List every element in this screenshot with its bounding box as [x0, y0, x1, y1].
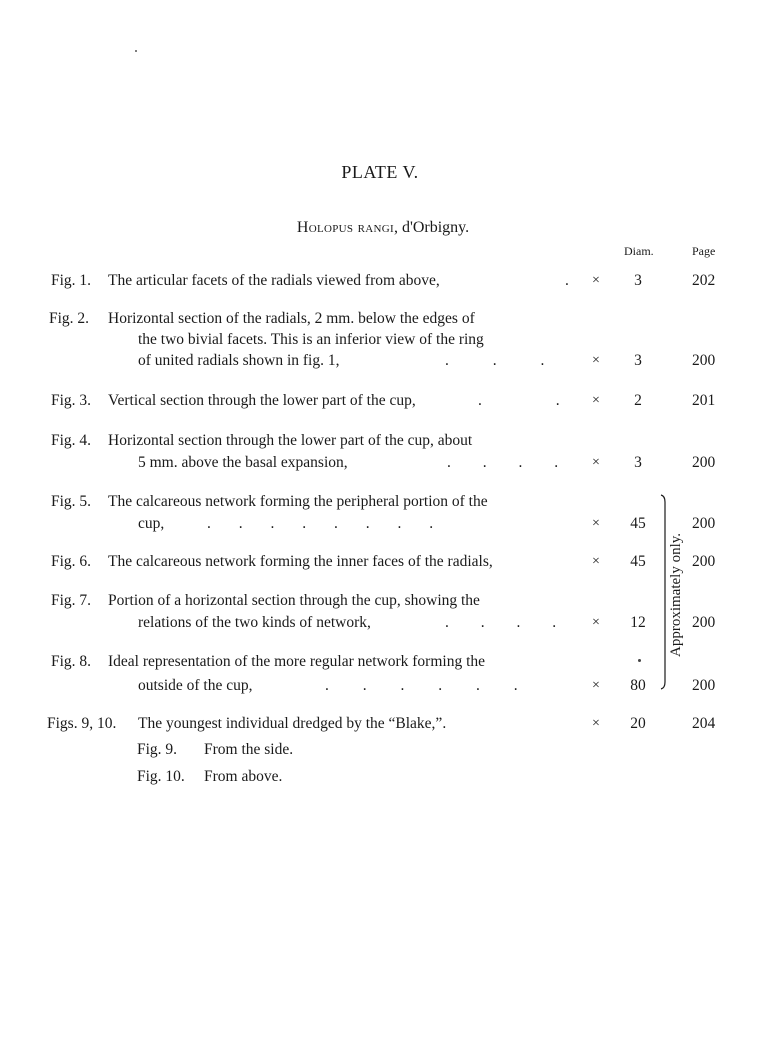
times-sign: × — [592, 273, 600, 288]
page-column-header: Page — [692, 244, 716, 258]
page-number: 201 — [692, 392, 716, 409]
fig-caption-line: 5 mm. above the basal expansion, — [138, 454, 348, 471]
page-number: 200 — [692, 677, 716, 694]
page-number: 200 — [692, 515, 716, 532]
diam-value: 45 — [630, 515, 646, 532]
fig-caption-line: The youngest individual dredged by the “Blake,”. — [138, 715, 447, 732]
subfig-text: From above. — [204, 768, 283, 785]
diam-value: 20 — [630, 715, 646, 732]
fig-caption-line: Portion of a horizontal section through the cup, showing the — [108, 592, 480, 609]
times-sign: × — [592, 516, 600, 531]
fig-label: Fig. 8. — [51, 653, 92, 670]
times-sign: × — [592, 353, 600, 368]
leader-dots: . . — [478, 392, 560, 409]
times-sign: × — [592, 554, 600, 569]
subfig-label: Fig. 9. — [137, 741, 178, 758]
stray-dot — [638, 659, 641, 662]
fig-caption-line: Vertical section through the lower part of the cup, — [108, 392, 416, 409]
diam-value: 2 — [634, 392, 642, 409]
diam-value: 3 — [634, 454, 642, 471]
fig-caption-line: cup, — [138, 515, 165, 532]
fig-label: Fig. 1. — [51, 272, 92, 289]
fig-label: Fig. 7. — [51, 592, 92, 609]
fig-label: Figs. 9, 10. — [47, 715, 117, 732]
diam-column-header: Diam. — [624, 244, 654, 258]
approximately-only-label: Approximately only. — [668, 532, 684, 657]
fig-label: Fig. 3. — [51, 392, 92, 409]
fig-caption-line: Horizontal section of the radials, 2 mm. below the edges of — [108, 310, 475, 327]
page-number: 204 — [692, 715, 716, 732]
leader-dots: . . . . — [447, 454, 559, 471]
plate-subtitle — [0, 219, 766, 237]
times-sign: × — [592, 393, 600, 408]
fig-caption-line: The calcareous network forming the peripheral portion of the — [108, 493, 488, 510]
leader-dots: . . . . — [445, 614, 557, 631]
diam-value: 12 — [630, 614, 646, 631]
times-sign: × — [592, 615, 600, 630]
times-sign: × — [592, 455, 600, 470]
subfig-text: From the side. — [204, 741, 294, 758]
fig-label: Fig. 2. — [49, 310, 90, 327]
fig-caption-line: The articular facets of the radials viewed from above, — [108, 272, 440, 289]
page-number: 200 — [692, 553, 716, 570]
fig-label: Fig. 6. — [51, 553, 92, 570]
diam-value: 3 — [634, 272, 642, 289]
page-number: 202 — [692, 272, 716, 289]
fig-caption-line: Ideal representation of the more regular network forming the — [108, 653, 486, 670]
fig-caption-line: relations of the two kinds of network, — [138, 614, 371, 631]
leader-dots: . . . — [445, 352, 545, 369]
page-number: 200 — [692, 614, 716, 631]
times-sign: × — [592, 678, 600, 693]
diam-value: 45 — [630, 553, 646, 570]
fig-label: Fig. 5. — [51, 493, 92, 510]
species-name: Holopus rangi — [296, 219, 394, 236]
leader-dots: . . . . . . . . — [207, 515, 434, 532]
fig-caption-line: The calcareous network forming the inner faces of the radials, — [108, 553, 493, 570]
plate-title: PLATE V. — [341, 162, 419, 182]
times-sign: × — [592, 716, 600, 731]
leader-dots: . . . . . . — [325, 677, 518, 694]
fig-label: Fig. 4. — [51, 432, 92, 449]
subfig-label: Fig. 10. — [137, 768, 185, 785]
page-number: 200 — [692, 352, 716, 369]
fig-caption-line: of united radials shown in fig. 1, — [138, 352, 340, 369]
leader-dots: . — [565, 272, 569, 289]
page-number: 200 — [692, 454, 716, 471]
fig-caption-line: the two bivial facets. This is an inferior view of the ring — [138, 331, 484, 348]
fig-caption-line: outside of the cup, — [138, 677, 253, 694]
diam-value: 3 — [634, 352, 642, 369]
species-author: , d'Orbigny. — [393, 219, 470, 236]
page-speck — [135, 50, 137, 52]
fig-caption-line: Horizontal section through the lower part of the cup, about — [108, 432, 473, 449]
diam-value: 80 — [630, 677, 646, 694]
